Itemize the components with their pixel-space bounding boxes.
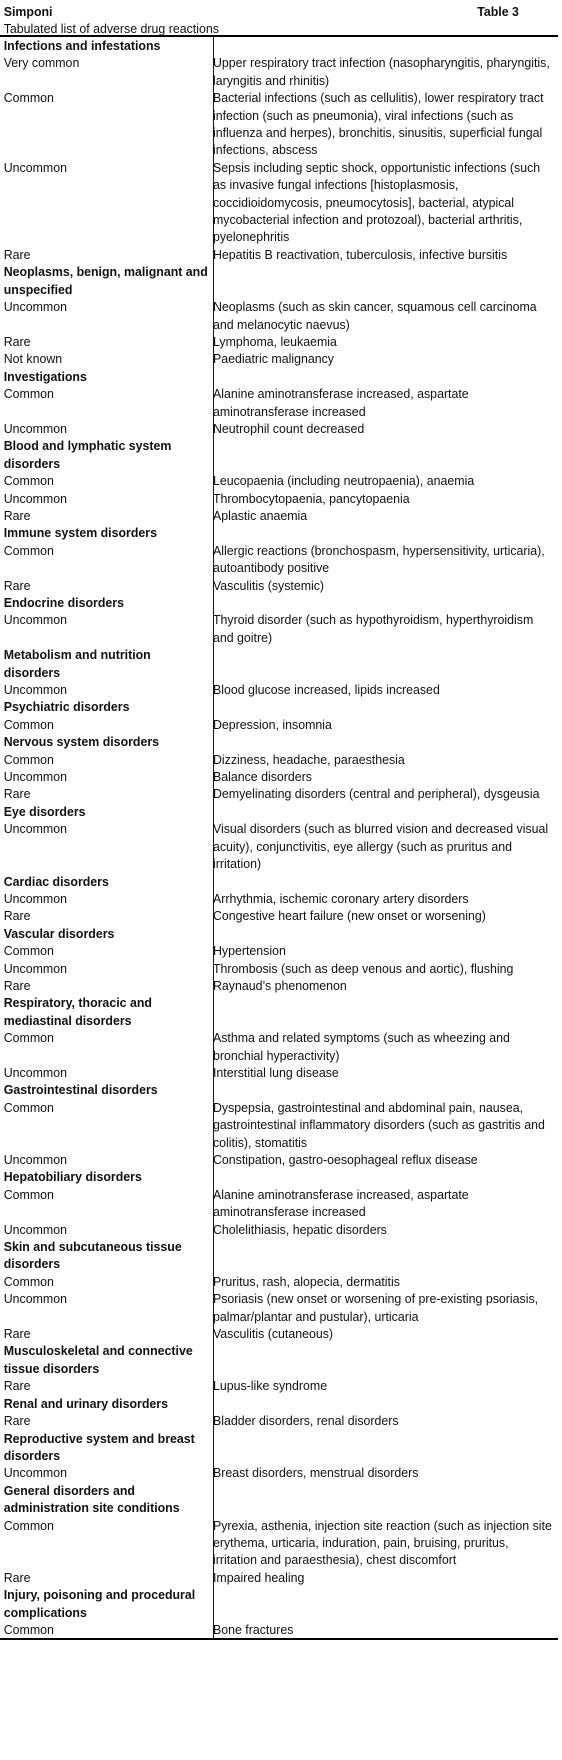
category-heading: Investigations: [3, 368, 87, 384]
reaction-cell: Hepatitis B reactivation, tuberculosis, infective bursitis: [212, 246, 508, 262]
reaction-cell: Interstitial lung disease: [212, 1064, 339, 1080]
frequency-cell: Common: [3, 751, 54, 767]
category-heading: Musculoskeletal and connective tissue disorders: [3, 1343, 193, 1376]
reaction-cell: Thyroid disorder (such as hypothyroidism, hyperthyroidism and goitre): [212, 612, 534, 645]
table-row: [0, 890, 558, 907]
category-heading: Injury, poisoning and procedural complications: [3, 1587, 196, 1620]
reaction-cell: Balance disorders: [212, 769, 312, 785]
table-row: [0, 751, 558, 768]
table-row: [0, 1464, 558, 1481]
document-title: Simponi: [3, 4, 53, 19]
category-heading: Respiratory, thoracic and mediastinal disorders: [3, 995, 152, 1028]
table-row: [0, 577, 558, 594]
reaction-cell: Bone fractures: [212, 1621, 294, 1637]
frequency-cell: Rare: [3, 786, 31, 802]
category-heading: Metabolism and nutrition disorders: [3, 647, 151, 680]
table-row: [0, 1064, 558, 1081]
reaction-cell: Arrhythmia, ischemic coronary artery disorders: [212, 890, 469, 906]
table-row: [0, 1325, 558, 1342]
table-row: [0, 611, 558, 646]
frequency-cell: Rare: [3, 577, 31, 593]
reaction-cell: Dyspepsia, gastrointestinal and abdominal pain, nausea, gastrointestinal inflammatory disorders (such as gastritis and colitis), stomatitis: [212, 1099, 545, 1150]
frequency-cell: Common: [3, 386, 54, 402]
reaction-cell: Breast disorders, menstrual disorders: [212, 1465, 419, 1481]
frequency-cell: Uncommon: [3, 1465, 67, 1481]
reaction-cell: Paediatric malignancy: [212, 351, 334, 367]
reaction-cell: Lupus-like syndrome: [212, 1378, 328, 1394]
frequency-cell: Common: [3, 90, 54, 106]
table-row: [0, 1290, 558, 1325]
table-header: [0, 0, 523, 35]
table-row: [0, 942, 558, 959]
reaction-cell: Depression, insomnia: [212, 716, 332, 732]
table-row: [0, 820, 558, 872]
table-row: [0, 472, 558, 489]
category-heading: Renal and urinary disorders: [3, 1395, 168, 1411]
frequency-cell: Common: [3, 1273, 54, 1289]
table-row: [0, 907, 558, 924]
reaction-cell: Alanine aminotransferase increased, aspartate aminotransferase increased: [212, 1186, 469, 1220]
category-heading: Blood and lymphatic system disorders: [3, 438, 172, 471]
frequency-cell: Rare: [3, 333, 31, 349]
reaction-cell: Dizziness, headache, paraesthesia: [212, 751, 405, 767]
table-row: [0, 1412, 558, 1429]
frequency-cell: Uncommon: [3, 1064, 67, 1080]
table-row: [0, 960, 558, 977]
reaction-cell: Upper respiratory tract infection (nasopharyngitis, pharyngitis, laryngitis and rhinitis): [212, 55, 550, 88]
frequency-cell: Common: [3, 1186, 54, 1202]
reaction-cell: Bladder disorders, renal disorders: [212, 1413, 399, 1429]
reaction-cell: Congestive heart failure (new onset or worsening): [212, 908, 486, 924]
table-row: [0, 716, 558, 733]
reaction-cell: Thrombocytopaenia, pancytopaenia: [212, 490, 410, 506]
reaction-cell: Pyrexia, asthenia, injection site reaction (such as injection site erythema, urticaria, induration, pain, bruising, pruritus, irritation and paraesthesia), chest discomfort: [212, 1517, 552, 1568]
table-row: [0, 977, 558, 994]
table-row: [0, 507, 558, 524]
frequency-cell: Common: [3, 1099, 54, 1115]
reaction-cell: Lymphoma, leukaemia: [212, 333, 337, 349]
frequency-cell: Rare: [3, 977, 31, 993]
frequency-cell: Uncommon: [3, 299, 67, 315]
category-heading: Cardiac disorders: [3, 873, 109, 889]
category-heading: Reproductive system and breast disorders: [3, 1430, 195, 1463]
reaction-cell: Vasculitis (systemic): [212, 577, 325, 593]
category-heading: Infections and infestations: [3, 38, 161, 53]
reaction-cell: Aplastic anaemia: [212, 507, 308, 523]
reaction-cell: Alanine aminotransferase increased, aspartate aminotransferase increased: [212, 386, 469, 419]
table-row: [0, 1151, 558, 1168]
table-row: [0, 350, 558, 367]
frequency-cell: Rare: [3, 1569, 31, 1585]
frequency-cell: Uncommon: [3, 1152, 67, 1167]
category-heading: Neoplasms, benign, malignant and unspecified: [3, 264, 208, 297]
table-row: [0, 1569, 558, 1586]
category-heading: Eye disorders: [3, 803, 86, 819]
table-row: [0, 1621, 558, 1638]
table-row: [0, 246, 558, 263]
table-row: [0, 1099, 558, 1151]
category-heading: Vascular disorders: [3, 925, 115, 941]
frequency-cell: Uncommon: [3, 1221, 67, 1237]
table-row: [0, 681, 558, 698]
frequency-cell: Rare: [3, 1413, 31, 1429]
table-row: [0, 1186, 558, 1221]
reaction-cell: Allergic reactions (bronchospasm, hypersensitivity, urticaria), autoantibody positive: [212, 542, 545, 576]
reaction-cell: Hypertension: [212, 943, 286, 959]
reaction-cell: Visual disorders (such as blurred vision and decreased visual acuity), conjunctivitis, eye allergy (such as pruritus and irritation): [212, 821, 549, 872]
table-row: [0, 333, 558, 350]
frequency-cell: Uncommon: [3, 960, 67, 976]
frequency-cell: Common: [3, 716, 54, 732]
reaction-cell: Psoriasis (new onset or worsening of pre-existing psoriasis, palmar/plantar and pustular), urticaria: [212, 1291, 539, 1324]
reaction-cell: Pruritus, rash, alopecia, dermatitis: [212, 1273, 400, 1289]
category-heading: Psychiatric disorders: [3, 699, 130, 715]
frequency-cell: Common: [3, 1621, 54, 1637]
frequency-cell: Uncommon: [3, 612, 67, 628]
table-row: [0, 1221, 558, 1238]
frequency-cell: Uncommon: [3, 821, 67, 837]
table-label: Table 3: [477, 4, 519, 19]
table-row: [0, 89, 558, 159]
category-heading: Immune system disorders: [3, 525, 157, 541]
frequency-cell: Common: [3, 542, 54, 558]
frequency-cell: Rare: [3, 507, 31, 523]
table-row: [0, 1273, 558, 1290]
reaction-cell: Raynaud’s phenomenon: [212, 977, 347, 993]
frequency-cell: Uncommon: [3, 1291, 67, 1307]
category-heading: Hepatobiliary disorders: [3, 1169, 142, 1185]
frequency-cell: Common: [3, 1030, 54, 1046]
reaction-cell: Cholelithiasis, hepatic disorders: [212, 1221, 387, 1237]
table-row: [0, 385, 558, 420]
reaction-cell: Bacterial infections (such as cellulitis), lower respiratory tract infection (such as pneumonia), viral infections (such as influenza and herpes), bronchitis, sinusitis, superficial fungal infections, abscess: [212, 90, 544, 158]
table-row: [0, 542, 558, 577]
reaction-cell: Sepsis including septic shock, opportunistic infections (such as invasive fungal infections [histoplasmosis, coccidioidomycosis, pneumocytosis], bacterial, atypical mycobacterial infection and protozoal), bacterial arthritis, pyelonephritis: [212, 159, 541, 245]
table-row: [0, 1029, 558, 1064]
table-row: [0, 785, 558, 802]
reaction-cell: Blood glucose increased, lipids increased: [212, 682, 440, 698]
reaction-cell: Neutrophil count decreased: [212, 420, 365, 436]
reaction-cell: Constipation, gastro-oesophageal reflux disease: [212, 1152, 478, 1167]
reaction-cell: Vasculitis (cutaneous): [212, 1326, 334, 1342]
table-subtitle: Tabulated list of adverse drug reactions: [3, 21, 219, 37]
reaction-cell: Asthma and related symptoms (such as wheezing and bronchial hyperactivity): [212, 1030, 510, 1063]
table-row: [0, 54, 558, 89]
header-line: [4, 3, 519, 20]
frequency-cell: Rare: [3, 1378, 31, 1394]
reaction-cell: Thrombosis (such as deep venous and aortic), flushing: [212, 960, 514, 976]
frequency-cell: Uncommon: [3, 420, 67, 436]
category-heading: General disorders and administration site conditions: [3, 1482, 180, 1516]
frequency-cell: Very common: [3, 55, 80, 71]
frequency-cell: Uncommon: [3, 890, 67, 906]
table-row: [0, 159, 558, 246]
reaction-cell: Leucopaenia (including neutropaenia), anaemia: [212, 473, 475, 489]
frequency-cell: Rare: [3, 1326, 31, 1342]
frequency-cell: Common: [3, 1517, 54, 1533]
category-heading: Skin and subcutaneous tissue disorders: [3, 1239, 182, 1272]
frequency-cell: Uncommon: [3, 490, 67, 506]
frequency-cell: Uncommon: [3, 682, 67, 698]
reaction-cell: Impaired healing: [212, 1569, 305, 1585]
reaction-cell: Demyelinating disorders (central and peripheral), dysgeusia: [212, 786, 540, 802]
table-row: [0, 1377, 558, 1394]
table-row: [0, 1517, 558, 1569]
frequency-cell: Uncommon: [3, 769, 67, 785]
category-heading: Gastrointestinal disorders: [3, 1082, 158, 1098]
table-row: [0, 298, 558, 333]
table-row: [0, 420, 558, 437]
frequency-cell: Uncommon: [3, 159, 67, 175]
category-heading: Endocrine disorders: [3, 595, 124, 610]
column-divider: [213, 37, 214, 1638]
frequency-cell: Rare: [3, 246, 31, 262]
frequency-cell: Common: [3, 943, 54, 959]
frequency-cell: Not known: [3, 351, 63, 367]
adverse-reactions-table: [0, 35, 558, 1640]
reaction-cell: Neoplasms (such as skin cancer, squamous cell carcinoma and melanocytic naevus): [212, 299, 537, 332]
category-heading: Nervous system disorders: [3, 734, 160, 750]
frequency-cell: Common: [3, 473, 54, 489]
table-row: [0, 490, 558, 507]
frequency-cell: Rare: [3, 908, 31, 924]
table-row: [0, 768, 558, 785]
